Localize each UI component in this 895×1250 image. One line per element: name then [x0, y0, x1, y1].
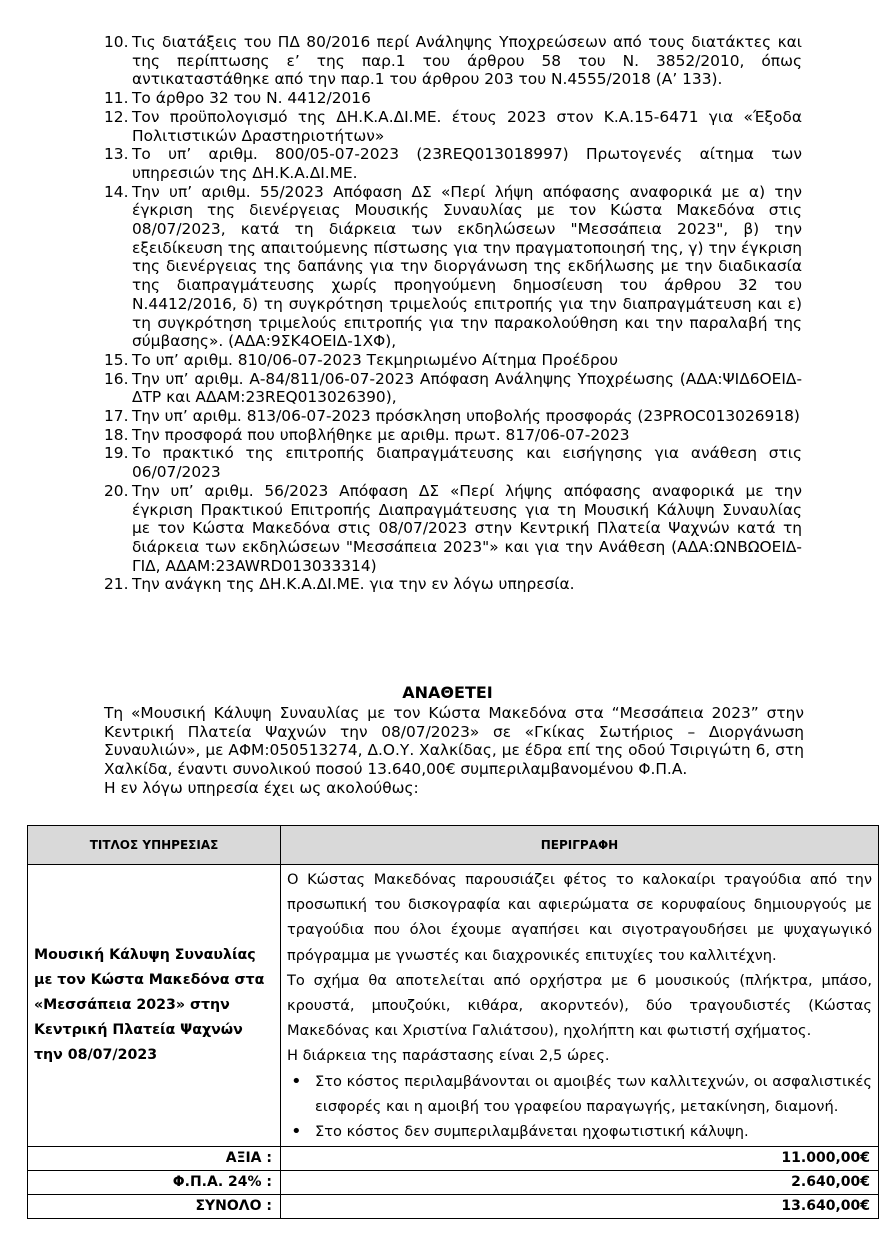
list-item	[104, 575, 802, 594]
award-paragraph	[104, 704, 804, 798]
value-label: ΑΞΙΑ :	[28, 1146, 281, 1170]
item-text: Το υπ’ αριθμ. 810/06-07-2023 Τεκμηριωμένο Αίτημα Προέδρου	[132, 350, 619, 369]
decision-heading: ΑΝΑΘΕΤΕΙ	[402, 683, 493, 702]
description-paragraph: Η διάρκεια της παράστασης είναι 2,5 ώρες.	[287, 1047, 610, 1065]
item-text: Το πρακτικό της επιτροπής διαπραγμάτευσης και εισήγησης για ανάθεση στις 06/07/2023	[132, 444, 802, 482]
item-number: 16.	[104, 369, 129, 388]
list-item	[104, 444, 802, 481]
value-amount: 11.000,00€	[281, 1146, 879, 1170]
lead-text: Η εν λόγω υπηρεσία έχει ως ακολούθως:	[104, 778, 419, 797]
item-text: Την προσφορά που υποβλήθηκε με αριθμ. πρωτ. 817/06-07-2023	[132, 425, 630, 444]
total-label: ΣΥΝΟΛΟ :	[28, 1194, 281, 1218]
list-item	[104, 426, 802, 445]
header-description: ΠΕΡΙΓΡΑΦΗ	[281, 826, 879, 865]
award-text: Τη «Μουσική Κάλυψη Συναυλίας με τον Κώστα Μακεδόνα στα “Μεσσάπεια 2023” στην Κεντρική Πλατεία Ψαχνών την 08/07/2023» σε «Γκίκας Σωτήριος – Διοργάνωση Συναυλιών», με ΑΦΜ:050513274, Δ.Ο.Υ. Χαλκίδας, με έδρα επί της οδού Τσιριγώτη 6, στη Χαλκίδα, έναντι συνολικού ποσού 13.640,00€ συμπεριλαμβανομένου Φ.Π.Α.	[104, 704, 804, 779]
item-text: Την ανάγκη της ΔΗ.Κ.Α.ΔΙ.ΜΕ. για την εν λόγω υπηρεσία.	[132, 575, 575, 594]
item-text: Την υπ’ αριθμ. Α-84/811/06-07-2023 Απόφαση Ανάληψης Υποχρέωσης (ΑΔΑ:ΨΙΔ6ΟΕΙΔ-ΔΤΡ και ΑΔΑΜ:23REQ013026390),	[132, 369, 802, 407]
cost-notes-list	[287, 1069, 872, 1144]
list-item	[104, 351, 802, 370]
item-text: Την υπ’ αριθμ. 813/06-07-2023 πρόσκληση υποβολής προσφοράς (23PROC013026918)	[132, 407, 800, 426]
list-item	[104, 482, 802, 576]
item-number: 13.	[104, 145, 129, 164]
list-item	[104, 183, 802, 351]
value-row	[28, 1146, 879, 1170]
table-header-row	[28, 826, 879, 865]
vat-row	[28, 1170, 879, 1194]
list-item	[104, 370, 802, 407]
list-item: • Στο κόστος περιλαμβάνονται οι αμοιβές των καλλιτεχνών, οι ασφαλιστικές εισφορές και η αμοιβή του γραφείου παραγωγής, μετακίνηση, διαμονή.	[315, 1069, 872, 1119]
item-number: 12.	[104, 107, 129, 126]
item-text: Την υπ’ αριθμ. 55/2023 Απόφαση ΔΣ «Περί λήψη απόφασης αναφορικά με α) την έγκριση της διενέργειας Μουσικής Συναυλίας με τον Κώστα Μακεδόνα στις 08/07/2023, κατά τη διάρκεια των εκδηλώσεων "Μεσσάπεια 2023", β) την εξειδίκευση της απαιτούμενης πίστωσης για την πραγματοποιησή της, γ) την έγκριση της διενέργειας της δαπάνης για την διοργάνωση της εκδήλωσης με την διαδικασία της διαπραγμάτευσης χωρίς προηγούμενη δημοσίευση του άρθρου 32 του Ν.4412/2016, δ) τη συγκρότηση τριμελούς επιτροπής για την διαπραγμάτευση και ε) τη συγκρότηση τριμελούς επιτροπής για την παρακολούθηση και την παραλαβή της σύμβασης». (ΑΔΑ:9ΣΚ4ΟΕΙΔ-1ΧΦ),	[132, 182, 802, 351]
service-description	[281, 865, 879, 1147]
total-amount: 13.640,00€	[281, 1194, 879, 1218]
list-item	[104, 407, 802, 426]
service-title: Μουσική Κάλυψη Συναυλίας με τον Κώστα Μακεδόνα στα «Μεσσάπεια 2023» στην Κεντρική Πλατεία Ψαχνών την 08/07/2023	[28, 865, 281, 1147]
item-number: 18.	[104, 425, 129, 444]
header-title: ΤΙΤΛΟΣ ΥΠΗΡΕΣΙΑΣ	[28, 826, 281, 865]
item-text: Το υπ’ αριθμ. 800/05-07-2023 (23REQ013018997) Πρωτογενές αίτημα των υπηρεσιών της ΔΗ.Κ.Α.ΔΙ.ΜΕ.	[132, 145, 802, 182]
item-text: Το άρθρο 32 του Ν. 4412/2016	[132, 89, 371, 108]
item-number: 21.	[104, 575, 129, 594]
total-row	[28, 1194, 879, 1218]
item-number: 10.	[104, 33, 129, 51]
item-number: 19.	[104, 444, 129, 463]
item-number: 15.	[104, 350, 129, 369]
recitals-list	[104, 33, 802, 594]
description-paragraph: Ο Κώστας Μακεδόνας παρουσιάζει φέτος το καλοκαίρι τραγούδια από την προσωπική του δισκογραφία και αφιερώματα σε κορυφαίους δημιουργούς με τραγούδια που όλοι έχουμε αγαπήσει και σιγοτραγουδήσει με ψυχαγωγικό πρόγραμμα με γνωστές και διαχρονικές επιτυχίες του καλλιτέχνη.	[287, 871, 872, 964]
service-table	[27, 825, 879, 1219]
item-text: Την υπ’ αριθμ. 56/2023 Απόφαση ΔΣ «Περί λήψης απόφασης αναφορικά με την έγκριση Πρακτικού Επιτροπής Διαπραγμάτευσης για τη Μουσική Κάλυψη Συναυλίας με τον Κώστα Μακεδόνα στις 08/07/2023 στην Κεντρική Πλατεία Ψαχνών κατά τη διάρκεια των εκδηλώσεων "Μεσσάπεια 2023"» και για την Ανάθεση (ΑΔΑ:ΩΝΒΩΟΕΙΔ-ΓΙΔ, ΑΔΑΜ:23AWRD013033314)	[132, 481, 802, 575]
list-item: • Στο κόστος δεν συμπεριλαμβάνεται ηχοφωτιστική κάλυψη.	[315, 1119, 872, 1144]
table-row	[28, 865, 879, 1147]
description-paragraph: Το σχήμα θα αποτελείται από ορχήστρα με 6 μουσικούς (πλήκτρα, μπάσο, κρουστά, μπουζούκι, κιθάρα, ακορντεόν), δύο τραγουδιστές (Κώστας Μακεδόνας και Χριστίνα Γαλιάτσου), ηχολήπτη και φωτιστή σχήματος.	[287, 971, 872, 1040]
item-number: 20.	[104, 481, 129, 500]
item-number: 11.	[104, 89, 129, 108]
list-item	[104, 33, 802, 89]
item-text: Τις διατάξεις του ΠΔ 80/2016 περί Ανάληψης Υποχρεώσεων από τους διατάκτες και της περίπτωσης ε’ της παρ.1 του άρθρου 58 του Ν. 3852/2010, όπως αντικαταστάθηκε από την παρ.1 του άρθρου 203 του Ν.4555/2018 (Α’ 133).	[132, 33, 802, 89]
item-text: Τον προϋπολογισμό της ΔΗ.Κ.Α.ΔΙ.ΜΕ. έτους 2023 στον Κ.Α.15-6471 για «Έξοδα Πολιτιστικών Δραστηριοτήτων»	[132, 107, 802, 145]
list-item	[104, 145, 802, 182]
list-item	[104, 108, 802, 145]
item-number: 14.	[104, 182, 129, 201]
item-number: 17.	[104, 407, 129, 426]
vat-amount: 2.640,00€	[281, 1170, 879, 1194]
vat-label: Φ.Π.Α. 24% :	[28, 1170, 281, 1194]
list-item	[104, 89, 802, 108]
